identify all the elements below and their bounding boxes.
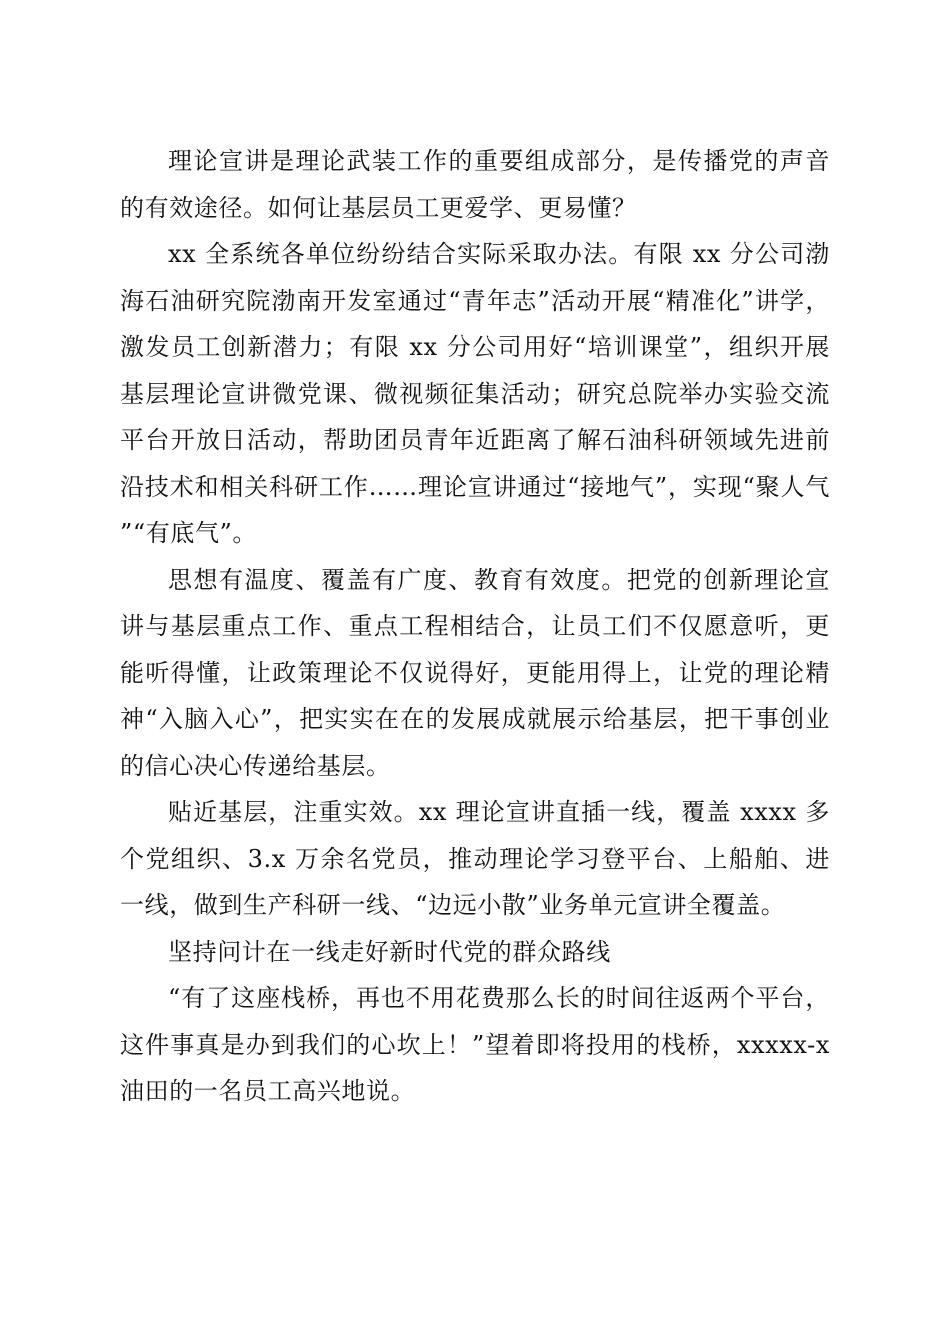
document-body	[120, 138, 830, 1115]
paragraph-trestle-quote: “有了这座栈桥，再也不用花费那么长的时间往返两个平台，这件事真是办到我们的心坎上！”望着即将投用的栈桥，xxxxx-x 油田的一名员工高兴地说。	[120, 984, 830, 1105]
paragraph-thought-warmth: 思想有温度、覆盖有广度、教育有效度。把党的创新理论宣讲与基层重点工作、重点工程相结合，让员工们不仅愿意听，更能听得懂，让政策理论不仅说得好，更能用得上，让党的理论精神“入脑入心”，把实实在在的发展成就展示给基层，把干事创业的信心决心传递给基层。	[120, 565, 830, 780]
paragraph-units-practice: xx 全系统各单位纷纷结合实际采取办法。有限 xx 分公司渤海石油研究院渤南开发室通过“青年志”活动开展“精准化”讲学，激发员工创新潜力；有限 xx 分公司用好“培训课堂”，组织开展基层理论宣讲微党课、微视频征集活动；研究总院举办实验交流平台开放日活动，帮助团员青年近距离了解石油科研领域先进前沿技术和相关科研工作……理论宣讲通过“接地气”，实现“聚人气”“有底气”。	[120, 240, 830, 547]
section-heading: 坚持问计在一线走好新时代党的群众路线	[168, 937, 611, 966]
paragraph-intro: 理论宣讲是理论武装工作的重要组成部分，是传播党的声音的有效途径。如何让基层员工更爱学、更易懂？	[120, 147, 830, 222]
paragraph-grassroots: 贴近基层，注重实效。xx 理论宣讲直插一线，覆盖 xxxx 多个党组织、3.x 万余名党员，推动理论学习登平台、上船舶、进一线，做到生产科研一线、“边远小散”业务单元宣讲全覆盖。	[120, 798, 830, 919]
